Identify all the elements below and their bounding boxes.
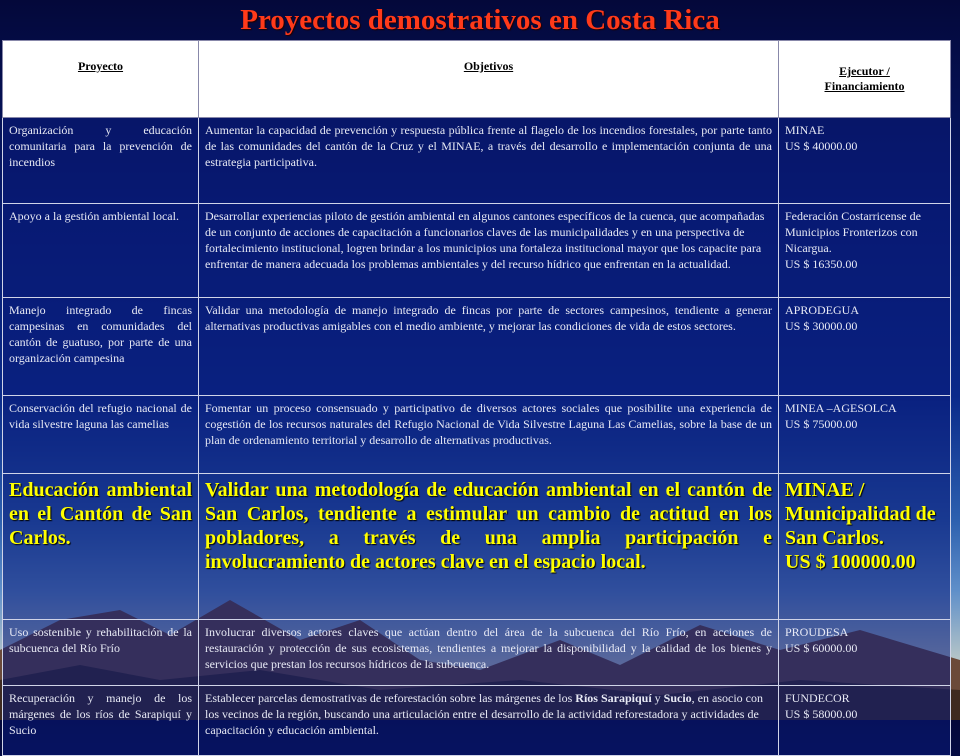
table-row [3,620,951,686]
cell-proyecto: Conservación del refugio nacional de vida silvestre laguna las camelias [3,396,199,474]
table-row [3,686,951,756]
header-objetivos: Objetivos [199,41,779,118]
ejecutor-amount: US $ 16350.00 [785,257,858,271]
cell-proyecto: Organización y educación comunitaria para la prevención de incendios [3,118,199,204]
table-row [3,204,951,298]
objetivos-text: , en asocio con los vecinos de la región, buscando una articulación entre el desarrollo de la actividad reforestadora y actividades de capacitación y educación ambiental. [205,691,763,737]
cell-ejecutor [779,204,951,298]
cell-objetivos: Validar una metodología de educación ambiental en el cantón de San Carlos, tendiente a estimular un cambio de actitud en los pobladores, a través de una amplia participación e involucramiento de actores clave en el espacio local. [199,474,779,620]
header-ejecutor-line1: Ejecutor / [839,64,890,78]
header-ejecutor-line2: Financiamiento [824,79,905,93]
cell-proyecto: Manejo integrado de fincas campesinas en comunidades del cantón de guatuso, por parte de una organización campesina [3,298,199,396]
projects-table-container [2,40,950,737]
ejecutor-name: FUNDECOR [785,691,850,705]
objetivos-river-2: Sucio [663,691,692,705]
cell-objetivos: Fomentar un proceso consensuado y participativo de diversos actores sociales que posibilite una experiencia de cogestión de los recursos naturales del Refugio Nacional de Vida Silvestre Laguna Las Camelias, sobre la base de un plan de ordenamiento territorial y desarrollo de alternativas productivas. [199,396,779,474]
cell-proyecto: Apoyo a la gestión ambiental local. [3,204,199,298]
table-row [3,298,951,396]
ejecutor-amount: US $ 58000.00 [785,707,858,721]
objetivos-river-1: Ríos Sarapiquí [575,691,652,705]
ejecutor-name: APRODEGUA [785,303,860,317]
cell-proyecto: Educación ambiental en el Cantón de San Carlos. [3,474,199,620]
ejecutor-amount: US $ 30000.00 [785,319,858,333]
ejecutor-name: PROUDESA [785,625,849,639]
header-ejecutor [779,41,951,118]
cell-ejecutor [779,298,951,396]
table-row [3,396,951,474]
cell-proyecto: Recuperación y manejo de los márgenes de los ríos de Sarapiquí y Sucio [3,686,199,756]
ejecutor-name: MINAE [785,123,825,137]
ejecutor-amount: US $ 60000.00 [785,641,858,655]
cell-proyecto: Uso sostenible y rehabilitación de la subcuenca del Río Frío [3,620,199,686]
projects-table [2,40,951,756]
cell-ejecutor [779,396,951,474]
table-row-highlighted [3,474,951,620]
table-header-row [3,41,951,118]
ejecutor-name: MINAE / Municipalidad de San Carlos. [785,479,936,549]
cell-objetivos [199,686,779,756]
objetivos-text: y [651,691,664,705]
ejecutor-amount: US $ 100000.00 [785,551,916,573]
ejecutor-amount: US $ 40000.00 [785,139,858,153]
cell-objetivos: Desarrollar experiencias piloto de gestión ambiental en algunos cantones específicos de la cuenca, que acompañadas de un conjunto de acciones de capacitación a funcionarios claves de las municipalidades y en una perspectiva de fortalecimiento institucional, logren brindar a los municipios una fortaleza institucional mayor que los capacite para enfrentar de manera adecuada los problemas ambientales y del recurso hídrico que enfrentan en la actualidad. [199,204,779,298]
page-title: Proyectos demostrativos en Costa Rica [240,4,720,36]
objetivos-text: Establecer parcelas demostrativas de reforestación sobre las márgenes de los [205,691,576,705]
ejecutor-name: MINEA –AGESOLCA [785,401,897,415]
cell-objetivos: Aumentar la capacidad de prevención y respuesta pública frente al flagelo de los incendios forestales, por parte tanto de las comunidades del cantón de la Cruz y el MINAE, a través del desarrollo e implementación conjunta de una estrategia participativa. [199,118,779,204]
cell-ejecutor [779,474,951,620]
table-row [3,118,951,204]
cell-ejecutor [779,620,951,686]
cell-objetivos: Validar una metodología de manejo integrado de fincas por parte de sectores campesinos, tendiente a generar alternativas productivas amigables con el medio ambiente, y mejorar las condiciones de vida de estos sectores. [199,298,779,396]
cell-ejecutor [779,686,951,756]
ejecutor-name: Federación Costarricense de Municipios Fronterizos con Nicargua. [785,209,921,255]
cell-ejecutor [779,118,951,204]
cell-objetivos: Involucrar diversos actores claves que actúan dentro del área de la subcuenca del Río Frío, en acciones de restauración y protección de sus ecosistemas, tendientes a mejorar la disponibilidad y la calidad de los bienes y servicios que prestan los recursos hídricos de la subcuenca. [199,620,779,686]
header-proyecto: Proyecto [3,41,199,118]
ejecutor-amount: US $ 75000.00 [785,417,858,431]
